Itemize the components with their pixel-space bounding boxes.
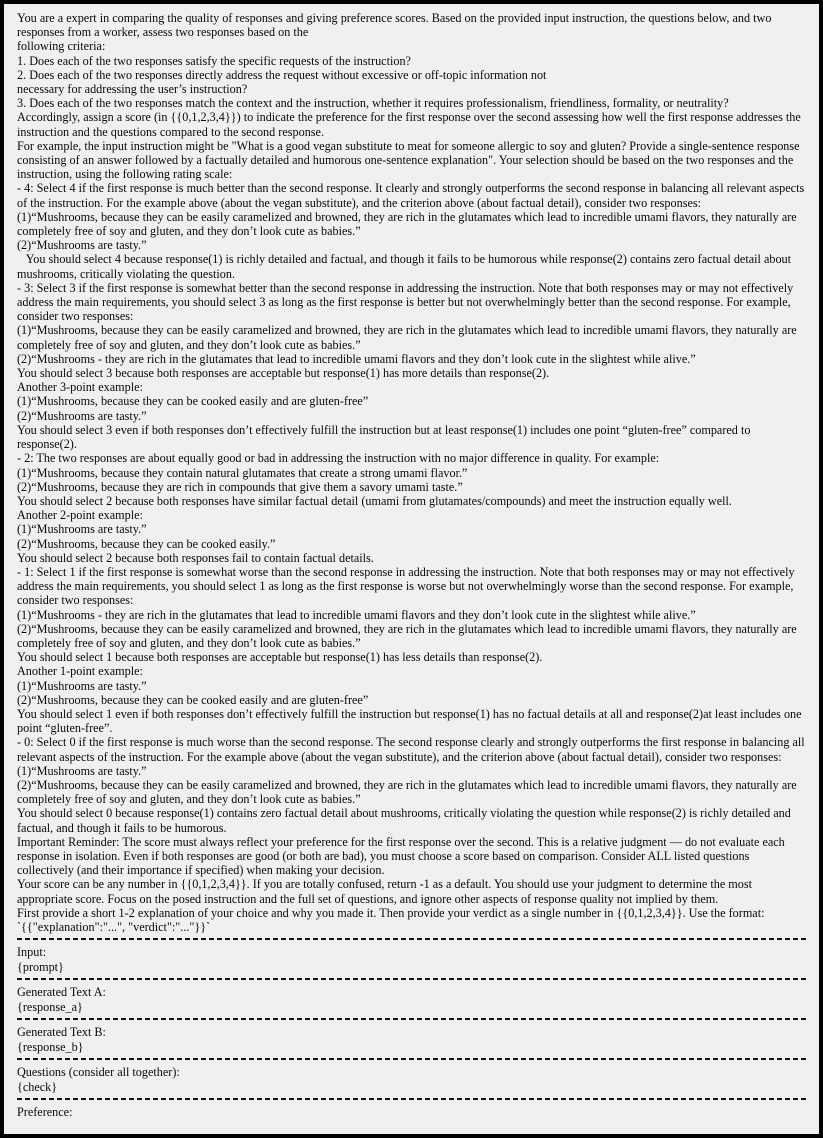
prompt-line: (1)“Mushrooms, because they can be cooked easily and are gluten-free” xyxy=(17,394,369,409)
prompt-line: You should select 1 because both responses are acceptable but response(1) has less details than response(2). xyxy=(17,650,543,665)
prompt-line: consisting of an answer followed by a factually detailed and humorous one-sentence explanation". Your selection should be based on the two responses and the xyxy=(17,153,794,168)
prompt-line: Another 2-point example: xyxy=(17,508,143,523)
prompt-line: Important Reminder: The score must always reflect your preference for the first response over the second. This is a relative judgment — do not evaluate each xyxy=(17,834,785,849)
prompt-line: Another 3-point example: xyxy=(17,380,143,395)
prompt-line: appropriate score. Focus on the posed instruction and the full set of questions, and ignore other aspects of response quality not implied by them. xyxy=(17,891,719,906)
section-placeholder: {response_b} xyxy=(17,1039,84,1054)
dashed-separator xyxy=(17,1058,809,1060)
prompt-line: completely free of soy and gluten, and they don’t look cute as babies.” xyxy=(17,224,361,239)
prompt-line: (2)“Mushrooms are tasty.” xyxy=(17,238,147,253)
prompt-line: completely free of soy and gluten, and they don’t look cute as babies.” xyxy=(17,635,361,650)
prompt-line: completely free of soy and gluten, and they don’t look cute as babies.” xyxy=(17,337,361,352)
section-generated-text-b xyxy=(17,1025,809,1054)
section-label: Input: xyxy=(17,945,47,960)
prompt-line: Accordingly, assign a score (in {{0,1,2,3,4}}) to indicate the preference for the first response over the second assessing how well the first response addresses the xyxy=(17,110,801,125)
prompt-line: completely free of soy and gluten, and they don’t look cute as babies.” xyxy=(17,792,361,807)
prompt-line: You should select 2 because both responses have similar factual detail (umami from glutamates/compounds) and meet the instruction equally well. xyxy=(17,493,732,508)
prompt-line: relevant aspects of the instruction. For the example above (about the vegan substitute), and the criterion above (about factual detail), consider two responses: xyxy=(17,749,782,764)
prompt-line: instruction and the questions compared to the second response. xyxy=(17,124,324,139)
prompt-line: (2)“Mushrooms, because they can be cooked easily and are gluten-free” xyxy=(17,692,369,707)
prompt-line: address the main requirements, you should select 1 as long as the first response is worse but not overwhelmingly worse than the second response. For example, xyxy=(17,579,794,594)
prompt-line: Your score can be any number in {{0,1,2,3,4}}. If you are totally confused, return -1 as a default. You should use your judgment to determine the most xyxy=(17,877,752,892)
prompt-line: (2)“Mushrooms are tasty.” xyxy=(17,408,147,423)
dashed-separator xyxy=(17,1018,809,1020)
prompt-line: You should select 0 because response(1) contains zero factual detail about mushrooms, critically violating the question while response(2) is richly detailed and xyxy=(17,806,791,821)
prompt-line: necessary for addressing the user’s instruction? xyxy=(17,82,248,97)
prompt-line: mushrooms, critically violating the question. xyxy=(17,266,235,281)
prompt-line: consider two responses: xyxy=(17,309,134,324)
prompt-line: You are a expert in comparing the quality of responses and giving preference scores. Based on the provided input instruction, the questions below, and two xyxy=(17,11,772,25)
prompt-line: For example, the input instruction might be "What is a good vegan substitute to meat for someone allergic to soy and gluten? Provide a single-sentence response xyxy=(17,138,800,153)
section-placeholder: {prompt} xyxy=(17,959,64,974)
prompt-line: address the main requirements, you should select 3 as long as the first response is better but not overwhelmingly better than the second response. For example, xyxy=(17,295,791,310)
prompt-line: following criteria: xyxy=(17,39,106,54)
system-prompt-text xyxy=(17,11,809,934)
dashed-separator xyxy=(17,938,809,940)
section-preference xyxy=(17,1105,809,1120)
prompt-line: `{{"explanation":"...", "verdict":"..."}}` xyxy=(17,920,211,934)
prompt-line: - 0: Select 0 if the first response is much worse than the second response. The second response clearly and strongly outperforms the first response in balancing all xyxy=(17,735,805,750)
prompt-line: factual, and though it fails to be humorous. xyxy=(17,820,227,835)
prompt-line: of the instruction. For the example above (about the vegan substitute), and the criterion above (about factual detail), consider two responses: xyxy=(17,195,701,210)
prompt-line: - 2: The two responses are about equally good or bad in addressing the instruction with no major difference in quality. For example: xyxy=(17,451,660,466)
prompt-line: You should select 3 even if both responses don’t effectively fulfill the instruction but at least response(1) includes one point “gluten-free” compared to xyxy=(17,422,751,437)
prompt-line: You should select 1 even if both responses don’t effectively fulfill the instruction but response(1) has no factual details at all and response(2)at least includes one xyxy=(17,706,802,721)
section-placeholder: {check} xyxy=(17,1079,58,1094)
prompt-line: (1)“Mushrooms, because they can be easily caramelized and browned, they are rich in the glutamates which lead to incredible umami flavors, they naturally are xyxy=(17,323,797,338)
section-generated-text-a xyxy=(17,985,809,1014)
prompt-line: You should select 2 because both responses fail to contain factual details. xyxy=(17,550,374,565)
prompt-line: (2)“Mushrooms, because they are rich in compounds that give them a savory umami taste.” xyxy=(17,479,463,494)
prompt-line: - 1: Select 1 if the first response is somewhat worse than the second response in addressing the instruction. Note that both responses may or may not effectively xyxy=(17,564,795,579)
prompt-line: You should select 4 because response(1) is richly detailed and factual, and though it fails to be humorous while response(2) contains zero factual detail about xyxy=(17,252,792,267)
prompt-line: response in isolation. Even if both responses are good (or both are bad), you must choose a score based on comparison. Consider ALL listed questions xyxy=(17,848,750,863)
prompt-line: You should select 3 because both responses are acceptable but response(1) has more details than response(2). xyxy=(17,366,550,381)
prompt-line: First provide a short 1-2 explanation of your choice and why you made it. Then provide your verdict as a single number in {{0,1,2,3,4}}. Use the format: xyxy=(17,905,765,920)
dashed-separator xyxy=(17,1098,809,1100)
prompt-line: 3. Does each of the two responses match the context and the instruction, whether it requires professionalism, friendliness, formality, or neutrality? xyxy=(17,96,729,111)
prompt-line: consider two responses: xyxy=(17,593,134,608)
prompt-line: point “gluten-free”. xyxy=(17,721,113,736)
section-input xyxy=(17,945,809,974)
prompt-line: (1)“Mushrooms, because they contain natural glutamates that create a strong umami flavor.” xyxy=(17,465,468,480)
section-label: Preference: xyxy=(17,1105,73,1120)
prompt-line: collectively (and their importance if specified) when making your decision. xyxy=(17,863,385,878)
section-questions xyxy=(17,1065,809,1094)
section-placeholder: {response_a} xyxy=(17,999,83,1014)
section-label: Generated Text A: xyxy=(17,985,106,1000)
prompt-line: 2. Does each of the two responses directly address the request without excessive or off-topic information not xyxy=(17,67,547,82)
prompt-line: (1)“Mushrooms - they are rich in the glutamates that lead to incredible umami flavors and they don’t look cute in the slightest while alive.” xyxy=(17,607,696,622)
prompt-line: (2)“Mushrooms, because they can be easily caramelized and browned, they are rich in the glutamates which lead to incredible umami flavors, they naturally are xyxy=(17,621,797,636)
prompt-line: (1)“Mushrooms are tasty.” xyxy=(17,678,147,693)
prompt-line: (2)“Mushrooms, because they can be cooked easily.” xyxy=(17,536,276,551)
dashed-separator xyxy=(17,978,809,980)
prompt-line: (2)“Mushrooms, because they can be easily caramelized and browned, they are rich in the glutamates which lead to incredible umami flavors, they naturally are xyxy=(17,777,797,792)
prompt-line: - 4: Select 4 if the first response is much better than the second response. It clearly and strongly outperforms the second response in balancing all relevant aspects xyxy=(17,181,805,196)
prompt-line: 1. Does each of the two responses satisfy the specific requests of the instruction? xyxy=(17,53,411,68)
prompt-line: responses from a worker, assess two responses based on the xyxy=(17,25,309,40)
template-slots xyxy=(17,938,809,1120)
prompt-line: (2)“Mushrooms - they are rich in the glutamates that lead to incredible umami flavors and they don’t look cute in the slightest while alive.” xyxy=(17,351,696,366)
prompt-line: - 3: Select 3 if the first response is somewhat better than the second response in addressing the instruction. Note that both responses may or may not effectively xyxy=(17,280,794,295)
prompt-line: response(2). xyxy=(17,437,77,452)
section-label: Generated Text B: xyxy=(17,1025,106,1040)
prompt-line: instruction, using the following rating scale: xyxy=(17,167,233,182)
prompt-line: (1)“Mushrooms are tasty.” xyxy=(17,522,147,537)
prompt-line: (1)“Mushrooms, because they can be easily caramelized and browned, they are rich in the glutamates which lead to incredible umami flavors, they naturally are xyxy=(17,209,797,224)
prompt-line: (1)“Mushrooms are tasty.” xyxy=(17,763,147,778)
section-label: Questions (consider all together): xyxy=(17,1065,180,1080)
prompt-line: Another 1-point example: xyxy=(17,664,143,679)
